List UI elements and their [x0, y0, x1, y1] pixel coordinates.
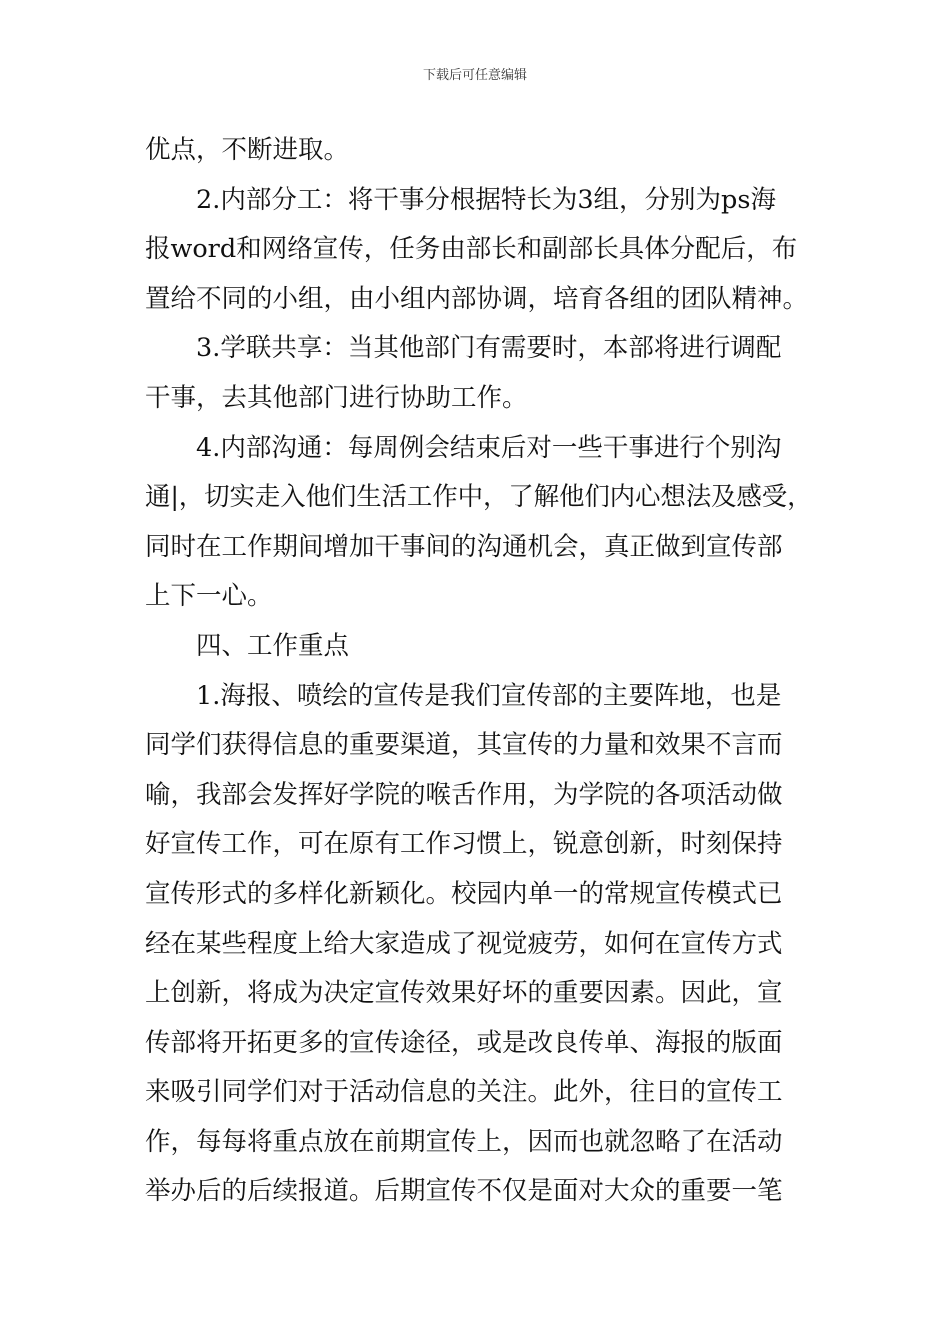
text-line: 好宣传工作，可在原有工作习惯上，锐意创新，时刻保持	[145, 829, 783, 860]
page-header: 下载后可任意编辑	[422, 68, 527, 83]
text-line: 干事，去其他部门进行协助工作。	[145, 382, 528, 413]
document-body	[145, 126, 813, 1217]
text-line: 4.内部沟通：每周例会结束后对一些干事进行个别沟	[196, 432, 782, 463]
text-line: 四、工作重点	[196, 630, 350, 661]
text-line: 经在某些程度上给大家造成了视觉疲劳，如何在宣传方式	[145, 928, 783, 959]
text-line: 上创新，将成为决定宣传效果好坏的重要因素。因此，宣	[145, 978, 783, 1009]
text-line: 举办后的后续报道。后期宣传不仅是面对大众的重要一笔	[145, 1176, 783, 1207]
text-line: 置给不同的小组，由小组内部协调，培育各组的团队精神。	[145, 283, 809, 314]
text-line: 同时在工作期间增加干事间的沟通机会，真正做到宣传部	[145, 531, 783, 562]
text-line: 通|，切实走入他们生活工作中，了解他们内心想法及感受，	[145, 482, 813, 513]
text-line: 上下一心。	[145, 581, 273, 612]
text-line: 来吸引同学们对于活动信息的关注。此外，往日的宣传工	[145, 1077, 783, 1108]
text-line: 3.学联共享：当其他部门有需要时，本部将进行调配	[196, 333, 782, 364]
text-line: 优点，不断进取。	[145, 135, 350, 165]
text-line: 1.海报、喷绘的宣传是我们宣传部的主要阵地，也是	[196, 680, 782, 711]
text-line: 同学们获得信息的重要渠道，其宣传的力量和效果不言而	[145, 730, 783, 761]
text-line: 2.内部分工：将干事分根据特长为3组，分别为ps海	[196, 184, 776, 215]
text-line: 喻，我部会发挥好学院的喉舌作用，为学院的各项活动做	[145, 779, 783, 810]
text-line: 报word和网络宣传，任务由部长和副部长具体分配后，布	[145, 234, 798, 265]
text-line: 宣传形式的多样化新颖化。校园内单一的常规宣传模式已	[145, 878, 783, 909]
text-line: 传部将开拓更多的宣传途径，或是改良传单、海报的版面	[145, 1027, 783, 1058]
text-line: 作，每每将重点放在前期宣传上，因而也就忽略了在活动	[145, 1126, 783, 1157]
